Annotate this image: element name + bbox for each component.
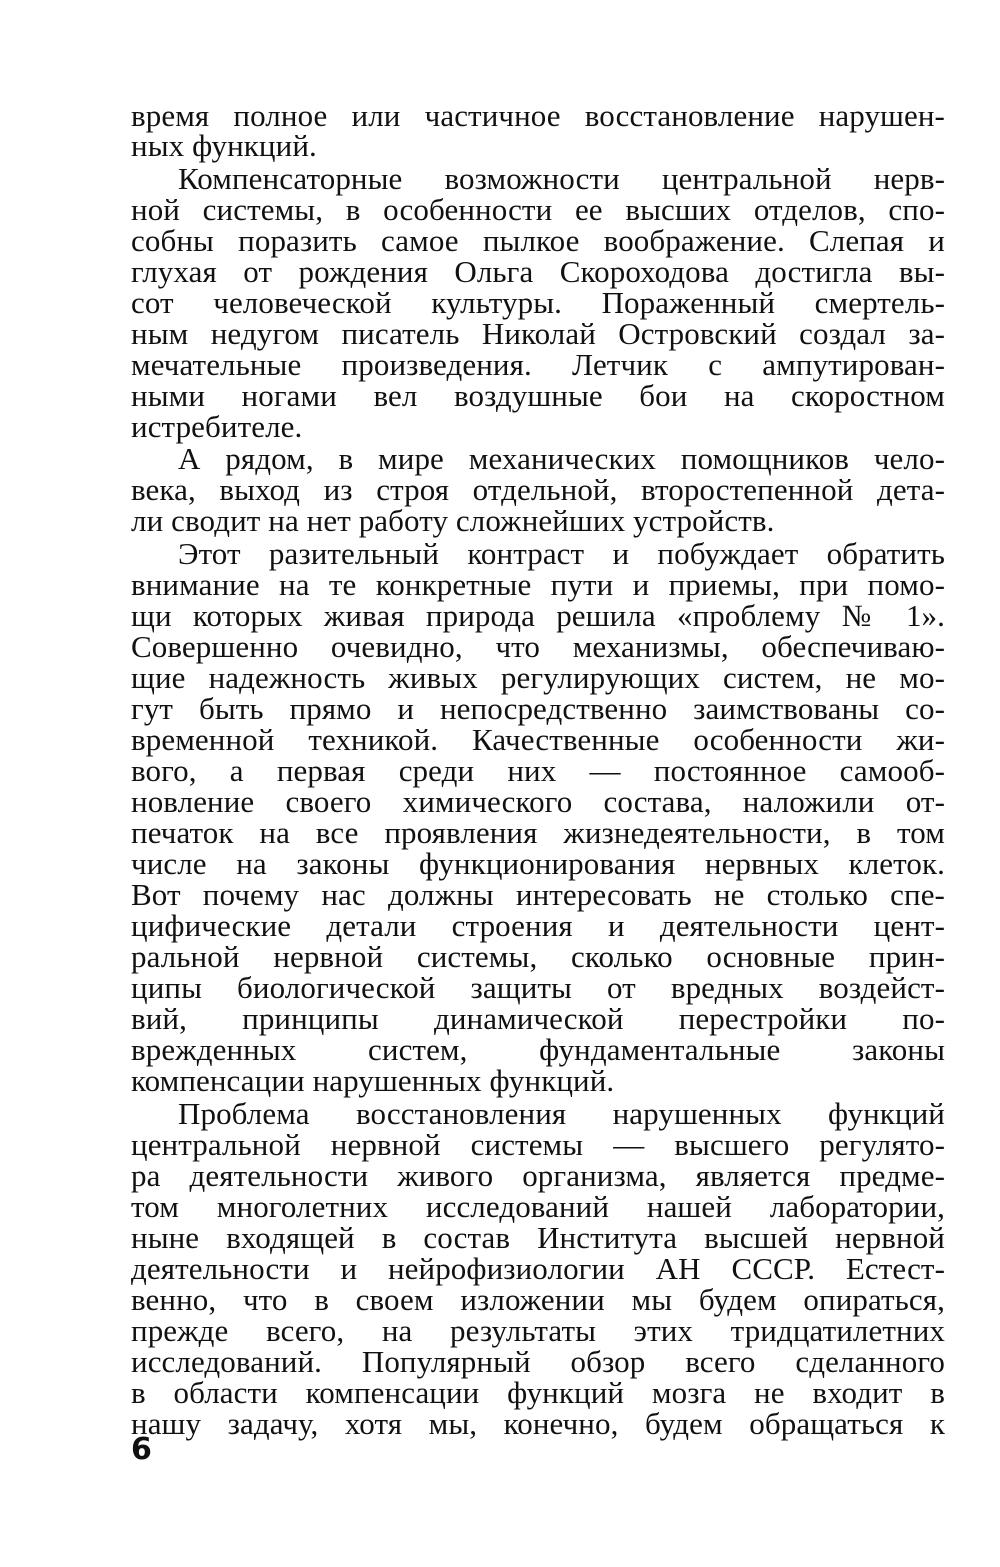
text-line: врежденных систем, фундаментальные законы	[131, 1032, 945, 1067]
text-line: числе на законы функционирования нервных клеток.	[131, 846, 945, 881]
text-line: прежде всего, на результаты этих тридцатилетних	[131, 1313, 945, 1348]
text-line: временной техникой. Качественные особенности жи-	[131, 722, 945, 757]
text-line: глухая от рождения Ольга Скороходова достигла вы-	[131, 254, 945, 289]
text-line: ра деятельности живого организма, является предме-	[131, 1158, 945, 1193]
text-line: ным недугом писатель Николай Островский создал за-	[131, 316, 945, 351]
text-line: цифические детали строения и деятельности цент-	[131, 908, 945, 943]
text-line: века, выход из строя отдельной, второстепенной дета-	[131, 472, 945, 507]
text-line: ли сводит на нет работу сложнейших устройств.	[131, 503, 775, 538]
text-line: ныне входящей в состав Института высшей нервной	[131, 1220, 945, 1255]
text-line: Компенсаторные возможности центральной нерв-	[178, 161, 945, 196]
text-line: ной системы, в особенности ее высших отделов, спо-	[131, 192, 945, 227]
text-line: щие надежность живых регулирующих систем, не мо-	[131, 660, 945, 695]
text-line: венно, что в своем изложении мы будем опираться,	[131, 1282, 945, 1317]
text-line: сот человеческой культуры. Пораженный смертель-	[131, 285, 945, 320]
text-line: Вот почему нас должны интересовать не столько спе-	[131, 877, 945, 912]
text-line: вого, а первая среди них — постоянное самооб-	[131, 753, 945, 788]
text-line: Совершенно очевидно, что механизмы, обеспечиваю-	[131, 629, 945, 664]
text-line: Проблема восстановления нарушенных функций	[178, 1096, 945, 1131]
text-line: гут быть прямо и непосредственно заимствованы со-	[131, 691, 945, 726]
text-line: время полное или частичное восстановление нарушен-	[131, 98, 945, 133]
text-line: новление своего химического состава, наложили от-	[131, 784, 945, 819]
text-line: ных функций.	[131, 128, 317, 163]
page-number: 6	[131, 1432, 152, 1467]
text-line: внимание на те конкретные пути и приемы, при помо-	[131, 567, 945, 602]
text-line: Этот разительный контраст и побуждает обратить	[178, 536, 945, 571]
text-line: печаток на все проявления жизнедеятельности, в том	[131, 815, 945, 850]
text-line: том многолетних исследований нашей лаборатории,	[131, 1189, 945, 1224]
text-line: А рядом, в мире механических помощников чело-	[178, 441, 945, 476]
text-line: щи которых живая природа решила «проблему № 1».	[131, 598, 945, 633]
text-line: нашу задачу, хотя мы, конечно, будем обращаться к	[131, 1406, 945, 1441]
text-line: ральной нервной системы, сколько основные прин-	[131, 939, 945, 974]
text-line: в области компенсации функций мозга не входит в	[131, 1375, 945, 1410]
text-line: собны поразить самое пылкое воображение. Слепая и	[131, 223, 945, 258]
text-line: компенсации нарушенных функций.	[131, 1063, 615, 1098]
text-line: вий, принципы динамической перестройки по-	[131, 1001, 945, 1036]
text-line: центральной нервной системы — высшего регулято-	[131, 1127, 945, 1162]
text-line: мечательные произведения. Летчик с ампутирован-	[131, 347, 945, 382]
text-line: ципы биологической защиты от вредных воздейст-	[131, 970, 945, 1005]
text-line: деятельности и нейрофизиологии АН СССР. Естест-	[131, 1251, 945, 1286]
text-line: истребителе.	[131, 409, 303, 444]
text-line: ными ногами вел воздушные бои на скоростном	[131, 378, 945, 413]
text-line: исследований. Популярный обзор всего сделанного	[131, 1344, 945, 1379]
